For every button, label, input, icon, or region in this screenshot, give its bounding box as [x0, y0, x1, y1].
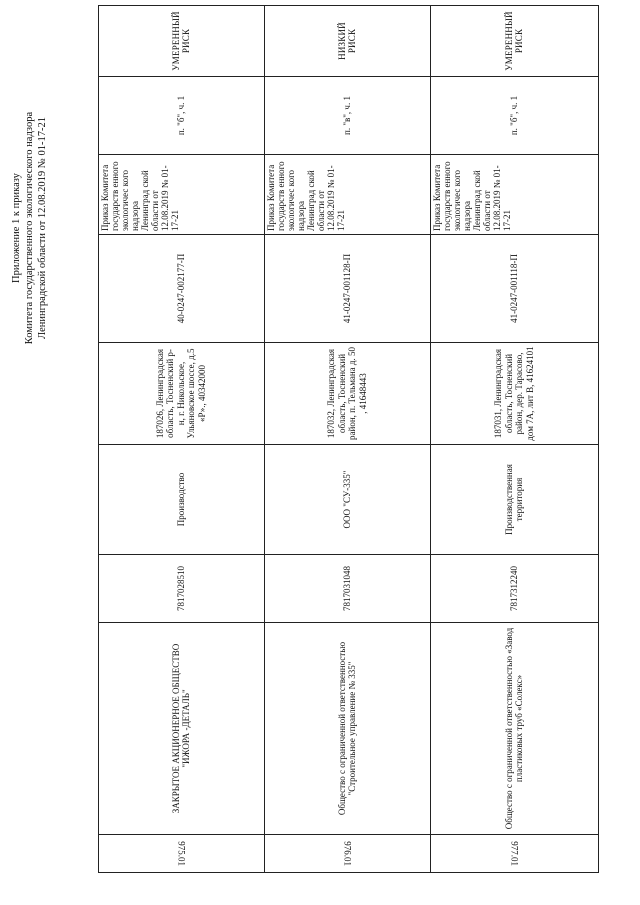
object-cell: Производственная территория — [430, 445, 598, 555]
appendix-header — [10, 18, 49, 438]
risk-category-cell: УМЕРЕННЫЙ РИСК — [430, 5, 598, 77]
order-cell: Приказ Комитета государств енного экологичес кого надзора Ленинград ской области от 12.08.2019 № 01-17-21 — [430, 155, 598, 235]
risk-category-cell: НИЗКИЙ РИСК — [264, 5, 430, 77]
object-code-cell: 41-0247-001128-П — [264, 235, 430, 343]
organization-name-cell: ЗАКРЫТОЕ АКЦИОНЕРНОЕ ОБЩЕСТВО "ИЖОРА -ДЕТАЛЬ" — [98, 623, 264, 835]
order-cell: Приказ Комитета государств енного экологичес кого надзора Ленинград ской области от 12.08.2019 № 01-17-21 — [98, 155, 264, 235]
inn-cell: 7817031048 — [264, 555, 430, 623]
address-cell: 187026, Ленинградская область, Тосненский р-н, г. Никольское, Ульяновское шоссе, д.5 «Р»., 40342000 — [98, 343, 264, 445]
clause-cell: п. "б", ч. 1 — [430, 77, 598, 155]
object-cell: Производство — [98, 445, 264, 555]
header-line-2: Комитета государственного экологического надзора — [24, 111, 35, 345]
inn-cell: 7817312240 — [430, 555, 598, 623]
organization-name-cell: Общество с ограниченной ответственностью «Завод пластиковых труб «Солекс» — [430, 623, 598, 835]
header-line-1: Приложение 1 к приказу — [11, 173, 22, 283]
row-number-cell: 975.01 — [98, 835, 264, 873]
address-cell: 187031, Ленинградская область, Тосненский район, дер. Тарасово, дом 7А, лит В, 41624101 — [430, 343, 598, 445]
risk-category-cell: УМЕРЕННЫЙ РИСК — [98, 5, 264, 77]
order-cell: Приказ Комитета государств енного экологичес кого надзора Ленинград ской области от 12.08.2019 № 01-17-21 — [264, 155, 430, 235]
row-number-cell: 976.01 — [264, 835, 430, 873]
inn-cell: 7817028510 — [98, 555, 264, 623]
table-row — [430, 5, 598, 873]
registry-table — [98, 5, 598, 873]
object-code-cell: 41-0247-001118-П — [430, 235, 598, 343]
object-code-cell: 40-0247-002177-П — [98, 235, 264, 343]
row-number-cell: 977.01 — [430, 835, 598, 873]
header-line-3: Ленинградской области от 12.08.2019 № 01-17-21 — [37, 117, 48, 339]
object-cell: ООО "СУ-335" — [264, 445, 430, 555]
table-row — [98, 5, 264, 873]
clause-cell: п. "в", ч. 1 — [264, 77, 430, 155]
clause-cell: п. "б", ч. 1 — [98, 77, 264, 155]
organization-name-cell: Общество с ограниченной ответственностью "Строительное управление № 335" — [264, 623, 430, 835]
address-cell: 187032, Ленинградская область, Тосненский район, п. Тельмана д. 50 , 41648443 — [264, 343, 430, 445]
table-row — [264, 5, 430, 873]
